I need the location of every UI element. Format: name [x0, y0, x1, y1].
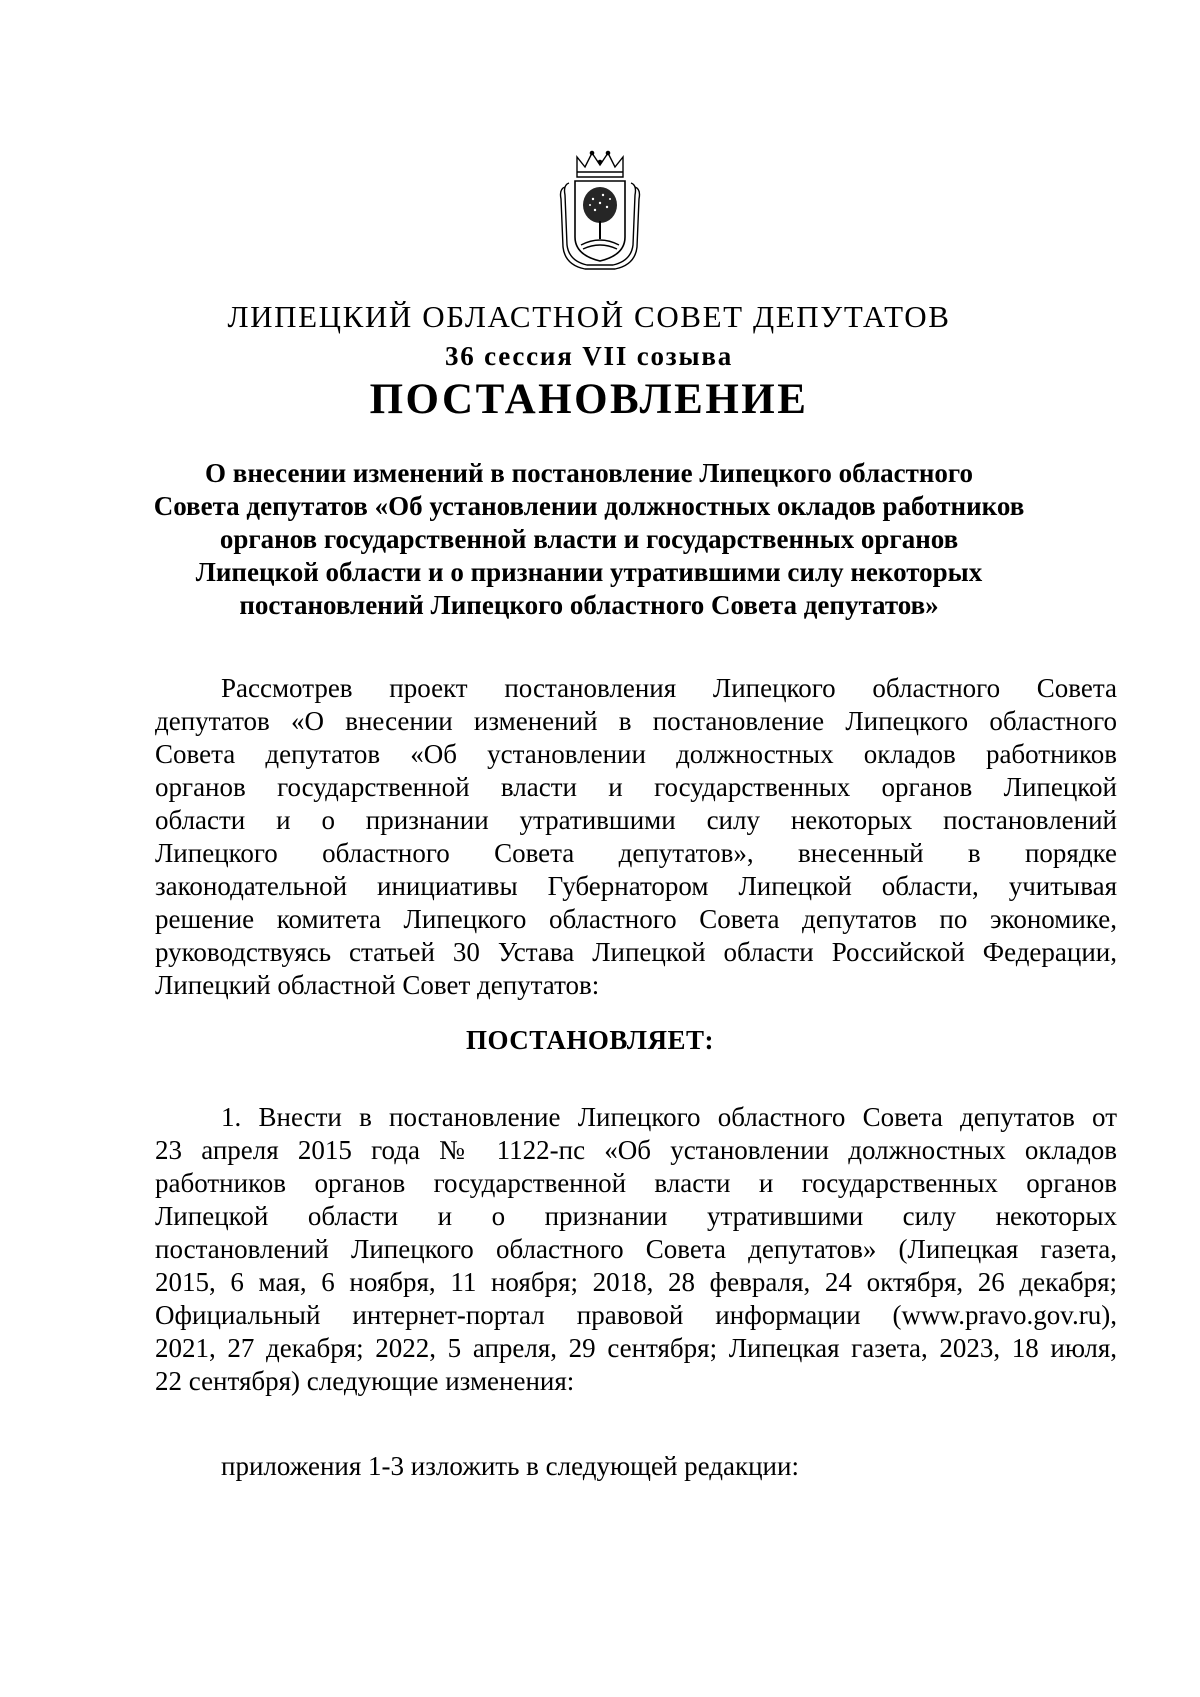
subject-line: О внесении изменений в постановление Липецкого областного	[204, 458, 973, 488]
document-subject	[150, 457, 1028, 622]
paragraph-line: Официальный интернет-портал правовой информации (www.pravo.gov.ru),	[155, 1300, 1117, 1330]
subject-line: Липецкой области и о признании утратившими силу некоторых	[195, 557, 983, 587]
paragraph-line: руководствуясь статьей 30 Устава Липецкой области Российской Федерации,	[155, 937, 1117, 967]
resolves-heading: ПОСТАНОВЛЯЕТ:	[465, 1025, 715, 1055]
paragraph-line: депутатов «О внесении изменений в постановление Липецкого областного	[155, 706, 1117, 736]
paragraph-line: Липецкого областного Совета депутатов», внесенный в порядке	[155, 838, 1117, 868]
subject-line: Совета депутатов «Об установлении должностных окладов работников	[153, 491, 1025, 521]
session-label: 36 сессия VII созыва	[444, 341, 734, 371]
item-1-paragraph	[155, 1101, 1117, 1398]
closing-line: приложения 1-3 изложить в следующей редакции:	[221, 1451, 799, 1481]
paragraph-line: 2015, 6 мая, 6 ноября, 11 ноября; 2018, 28 февраля, 24 октября, 26 декабря;	[155, 1267, 1117, 1297]
paragraph-line: решение комитета Липецкого областного Совета депутатов по экономике,	[155, 904, 1117, 934]
organization-name: ЛИПЕЦКИЙ ОБЛАСТНОЙ СОВЕТ ДЕПУТАТОВ	[227, 299, 951, 334]
paragraph-line: органов государственной власти и государственных органов Липецкой	[155, 772, 1117, 802]
paragraph-line: постановлений Липецкого областного Совета депутатов» (Липецкая газета,	[155, 1234, 1117, 1264]
subject-line: постановлений Липецкого областного Совета депутатов»	[239, 590, 939, 620]
preamble-paragraph	[155, 672, 1117, 1002]
coat-of-arms-icon	[555, 147, 645, 277]
paragraph-line: работников органов государственной власти и государственных органов	[155, 1168, 1117, 1198]
paragraph-line: Совета депутатов «Об установлении должностных окладов работников	[155, 739, 1117, 769]
paragraph-line: 23 апреля 2015 года № 1122-пс «Об установлении должностных окладов	[155, 1135, 1117, 1165]
document-type: ПОСТАНОВЛЕНИЕ	[369, 376, 809, 423]
paragraph-line: области и о признании утратившими силу некоторых постановлений	[155, 805, 1117, 835]
paragraph-line: 2021, 27 декабря; 2022, 5 апреля, 29 сентября; Липецкая газета, 2023, 18 июля,	[155, 1333, 1117, 1363]
paragraph-line: Липецкий областной Совет депутатов:	[155, 970, 600, 1000]
paragraph-line: Рассмотрев проект постановления Липецкого областного Совета	[221, 673, 1117, 703]
paragraph-line: Липецкой области и о признании утратившими силу некоторых	[155, 1201, 1117, 1231]
paragraph-line: 1. Внести в постановление Липецкого областного Совета депутатов от	[221, 1102, 1117, 1132]
paragraph-line: 22 сентября) следующие изменения:	[155, 1366, 575, 1396]
paragraph-line: законодательной инициативы Губернатором Липецкой области, учитывая	[155, 871, 1117, 901]
subject-line: органов государственной власти и государственных органов	[219, 524, 959, 554]
